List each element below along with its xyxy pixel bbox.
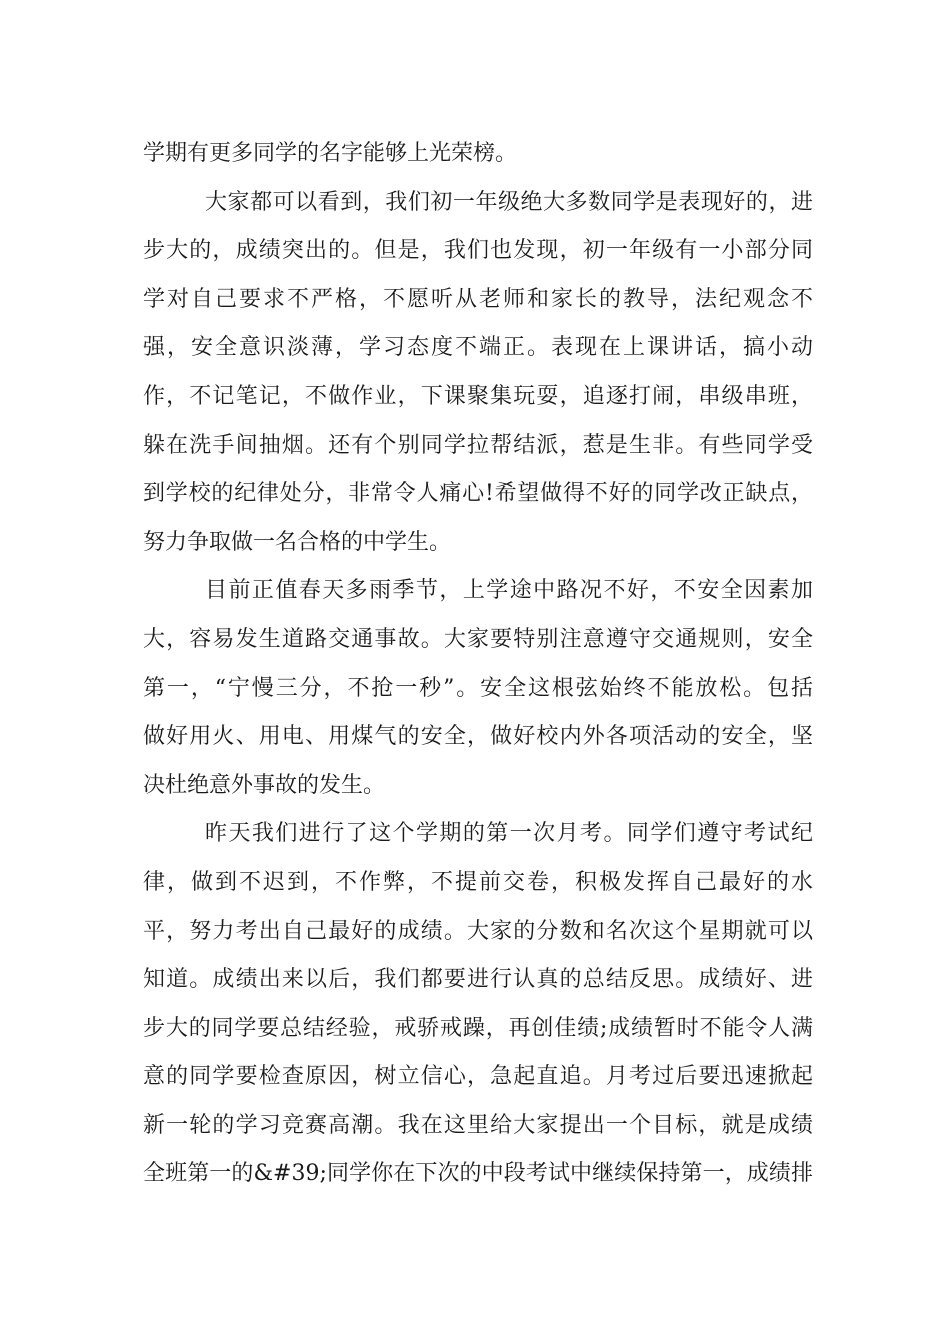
text-line: 新一轮的学习竞赛高潮。我在这里给大家提出一个目标，就是成绩 <box>143 1112 813 1138</box>
text-line: 平，努力考出自己最好的成绩。大家的分数和名次这个星期就可以 <box>143 918 813 944</box>
paragraph-4 <box>143 810 813 1199</box>
paragraph-3 <box>143 567 813 810</box>
paragraph-1 <box>143 130 813 179</box>
text-line: 决杜绝意外事故的发生。 <box>143 772 386 798</box>
text-line: 躲在洗手间抽烟。还有个别同学拉帮结派，惹是生非。有些同学受 <box>143 432 813 458</box>
text-line: 大家都可以看到，我们初一年级绝大多数同学是表现好的，进 <box>205 189 813 215</box>
text-line: 目前正值春天多雨季节，上学途中路况不好，不安全因素加 <box>205 578 813 604</box>
text-line: 第一，“宁慢三分，不抢一秒”。安全这根弦始终不能放松。包括 <box>143 675 813 701</box>
text-line: 律，做到不迟到，不作弊，不提前交卷，积极发挥自己最好的水 <box>143 869 813 895</box>
text-line: 昨天我们进行了这个学期的第一次月考。同学们遵守考试纪 <box>205 821 813 847</box>
text-line: 努力争取做一名合格的中学生。 <box>143 529 452 555</box>
text-line: 学对自己要求不严格，不愿听从老师和家长的教导，法纪观念不 <box>143 286 813 312</box>
text-line: 大，容易发生道路交通事故。大家要特别注意遵守交通规则，安全 <box>143 626 813 652</box>
text-line: 强，安全意识淡薄，学习态度不端正。表现在上课讲话，搞小动 <box>143 335 813 361</box>
text-line: 意的同学要检查原因，树立信心，急起直追。月考过后要迅速掀起 <box>143 1064 813 1090</box>
text-line: 到学校的纪律处分，非常令人痛心!希望做得不好的同学改正缺点， <box>143 481 813 507</box>
document-body <box>143 130 813 1199</box>
paragraph-2 <box>143 179 813 568</box>
text-line: 知道。成绩出来以后，我们都要进行认真的总结反思。成绩好、进 <box>143 967 813 993</box>
text-line: 步大的，成绩突出的。但是，我们也发现，初一年级有一小部分同 <box>143 238 813 264</box>
text-line: 做好用火、用电、用煤气的安全，做好校内外各项活动的安全，坚 <box>143 724 813 750</box>
text-line: 步大的同学要总结经验，戒骄戒躁，再创佳绩;成绩暂时不能令人满 <box>143 1015 813 1041</box>
text-line: 全班第一的&#39;同学你在下次的中段考试中继续保持第一，成绩排 <box>143 1161 813 1187</box>
text-line: 作，不记笔记，不做作业，下课聚集玩耍，追逐打闹，串级串班， <box>143 383 813 409</box>
text-line: 学期有更多同学的名字能够上光荣榜。 <box>143 141 518 166</box>
